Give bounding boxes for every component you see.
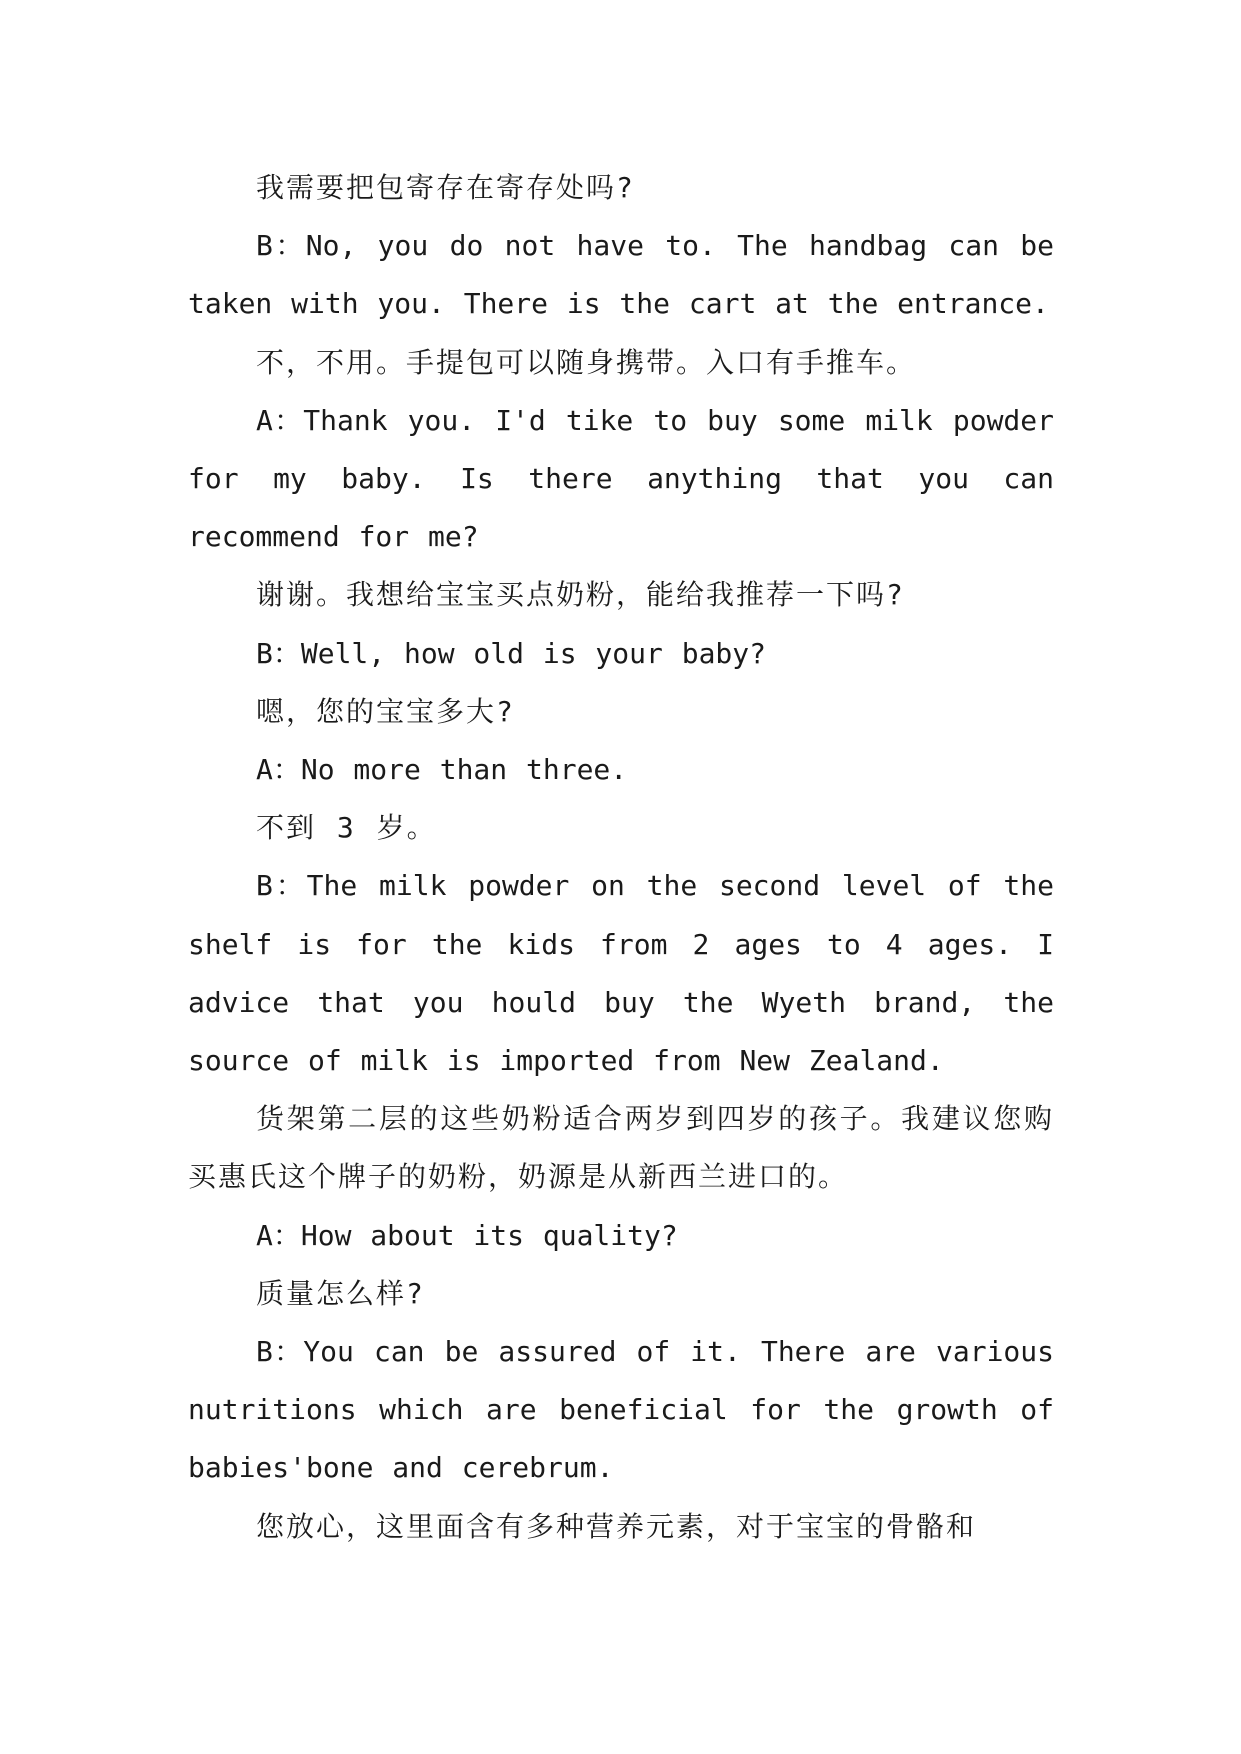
paragraph-8: A：No more than three. xyxy=(256,753,628,787)
paragraph-10: B：The milk powder on the second level of the shelf is for the kids from 2 ages to 4 ages. I advice that you hould buy the Wyeth brand, the source of milk is imported from New Zealand. xyxy=(188,869,1054,1078)
paragraph-7: 嗯，您的宝宝多大? xyxy=(256,694,515,728)
paragraph-5: 谢谢。我想给宝宝买点奶粉，能给我推荐一下吗? xyxy=(256,578,905,612)
paragraph-14: B：You can be assured of it. There are various nutritions which are beneficial for the growth of babies'bone and cerebrum. xyxy=(188,1335,1054,1485)
paragraph-9: 不到 3 岁。 xyxy=(256,811,437,845)
paragraph-6: B：Well, how old is your baby? xyxy=(256,636,767,670)
paragraph-12: A：How about its quality? xyxy=(256,1218,678,1252)
paragraph-11: 货架第二层的这些奶粉适合两岁到四岁的孩子。我建议您购买惠氏这个牌子的奶粉，奶源是从新西兰进口的。 xyxy=(188,1102,1054,1194)
paragraph-4: A：Thank you. I'd tike to buy some milk powder for my baby. Is there anything that you can recommend for me? xyxy=(188,403,1054,554)
document-body xyxy=(188,159,1054,1556)
paragraph-1: 我需要把包寄存在寄存处吗? xyxy=(256,171,635,204)
paragraph-13: 质量怎么样? xyxy=(256,1276,425,1310)
paragraph-15: 您放心，这里面含有多种营养元素，对于宝宝的骨骼和 xyxy=(256,1509,977,1543)
paragraph-3: 不，不用。手提包可以随身携带。入口有手推车。 xyxy=(256,345,917,379)
paragraph-2: B：No, you do not have to. The handbag can be taken with you. There is the cart at the entrance. xyxy=(188,229,1054,321)
